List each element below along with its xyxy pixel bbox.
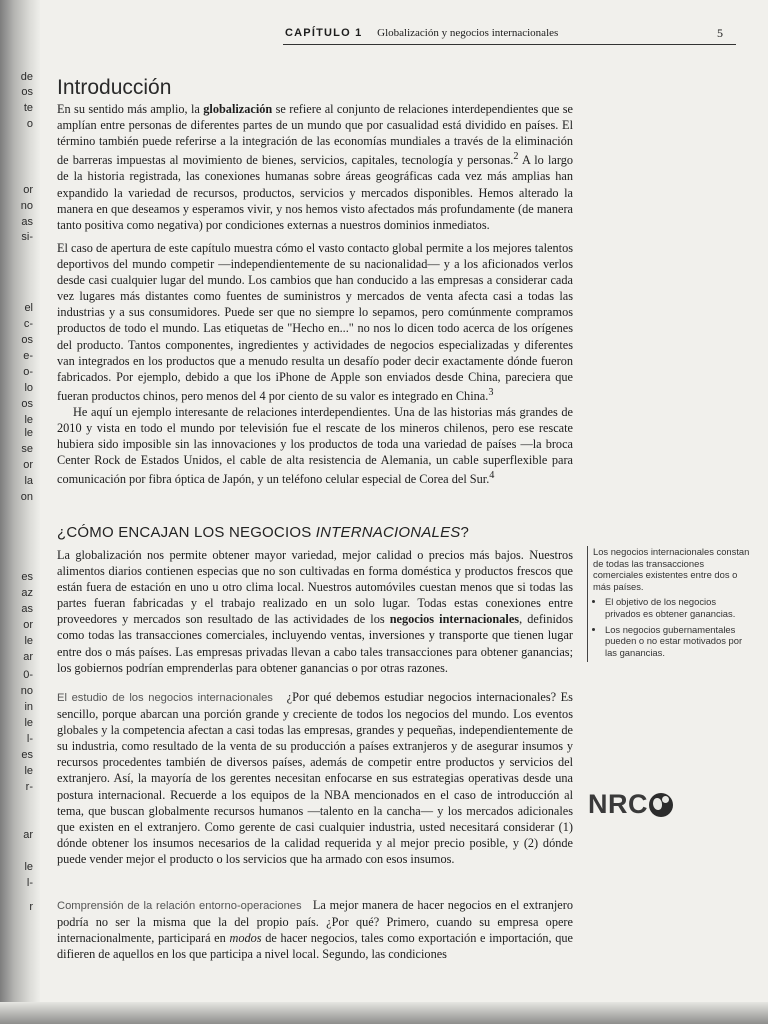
run-in-heading: Comprensión de la relación entorno-operaciones <box>57 900 302 912</box>
binding-fragment: le <box>24 861 33 873</box>
intro-paragraph-3 <box>57 404 573 488</box>
run-in-heading: El estudio de los negocios internacionales <box>57 692 273 704</box>
binding-fragment: la <box>24 475 33 487</box>
intro-body-continued <box>57 240 573 488</box>
binding-fragment: r <box>29 901 33 913</box>
binding-fragment: el <box>24 302 33 314</box>
term-negocios-internacionales: negocios internacionales <box>389 612 520 627</box>
text-run: , definidos como todas las transacciones comerciales, incluyendo ventas, inversiones y transporte que tienen lugar entre dos o más países. Las empresas privadas llevan a cabo tales transacciones para obtener ganancias; los gobiernos podrían emprenderlas para obtener ganancias o por otras razones. <box>57 612 573 675</box>
term-globalizacion: globalización <box>203 102 273 116</box>
binding-fragment: ar <box>23 651 33 663</box>
binding-fragment: 0- <box>23 669 33 681</box>
binding-fragment: no <box>20 685 33 697</box>
italic-term: modos <box>229 931 262 946</box>
intro-paragraph-2 <box>57 240 573 404</box>
binding-fragment: os <box>21 398 33 410</box>
binding-fragment: le <box>24 414 33 426</box>
binding-fragment: o- <box>23 366 33 378</box>
text-run: de hacer negocios, tales como exportación e importación, que difieren de aquellos en los que participa a nivel local. Segundo, las condiciones <box>57 931 574 962</box>
section-title-part: ¿CÓMO ENCAJAN LOS NEGOCIOS <box>57 524 316 541</box>
text-run: He aquí un ejemplo interesante de relaciones interdependientes. Una de las historias más grandes de 2010 y vista en todo el mundo por televisión fue el rescate de los mineros chilenos, pero ese rescate hubiera sido imposible sin las innovaciones y los productos de toda una variedad de países —la broca Center Rock de Estados Unidos, el cable de alta resistencia de Alemania, un cable superflexible para comunicación por fibra óptica de Japón, y un teléfono celular especial de Corea del Sur. <box>57 405 573 487</box>
page-bottom-shadow <box>0 1002 768 1024</box>
binding-fragment: r- <box>25 781 33 793</box>
margin-note-bullet: • El objetivo de los negocios privados es obtener ganancias. <box>605 596 753 619</box>
binding-fragment: l- <box>26 733 33 745</box>
intro-paragraph-1 <box>57 101 573 233</box>
section-title-italic: INTERNACIONALES <box>315 524 461 541</box>
binding-fragment: c- <box>23 318 33 330</box>
binding-fragment: se <box>21 443 33 455</box>
section-title-part: ? <box>460 524 470 541</box>
header-rule <box>283 44 736 45</box>
binding-fragment: ar <box>23 829 33 841</box>
chapter-label: CAPÍTULO 1 <box>285 27 363 39</box>
text-run: La globalización nos permite obtener mayor variedad, mejor calidad o precios más bajos. Nuestros alimentos diarios contienen especias que no son cultivadas en forma doméstica y productos frescos que están fuera de estación en uno u otro clima local. Nuestros automóviles cuestan menos que si todas las partes fueran fabricadas y el trabajo realizado en un solo lugar. Todas estas conexiones entre proveedores y mercados son resultado de las actividades de los <box>57 548 573 627</box>
binding-fragment: or <box>23 459 33 471</box>
binding-fragment: l- <box>26 877 33 889</box>
text-run: El caso de apertura de este capítulo muestra cómo el vasto contacto global permite a los mejores talentos deportivos del mundo competir —independientemente de su nacionalidad— y a los aficionados verlos desde casi cualquier lugar del mundo. Los cambios que han conducido a las empresas a considerar cada vez lugares más distantes como fuentes de suministros y mercados de venta afecta casi a todas las industrias y a sus consumidores. Puede ser que no siempre lo sepamos, pero comúnmente compramos productos de todo el mundo. Las etiquetas de "Hecho en..." no nos lo dicen todo acerca de los orígenes del producto. Tantos componentes, ingredientes y actividades de negocios especializadas y diferentes van integrados en los productos que a menudo resulta un desafío poder decir exactamente dónde fueron fabricados. Por ejemplo, debido a que los iPhone de Apple son enviados desde China, pareciera que fueran productos chinos, pero menos del 4 por ciento de su valor es integrado en China. <box>57 241 573 403</box>
binding-fragment: as <box>21 603 33 615</box>
binding-fragment: le <box>24 765 33 777</box>
binding-fragment: or <box>23 184 33 196</box>
section-paragraph-3 <box>57 897 573 962</box>
binding-fragment: az <box>21 587 33 599</box>
binding-fragment: es <box>21 749 33 761</box>
intro-heading: Introducción <box>57 76 172 99</box>
binding-fragment: es <box>21 571 33 583</box>
binding-fragment: le <box>24 427 33 439</box>
text-run: La mejor manera de hacer negocios en el extranjero podría no ser la misma que la del propio país. ¿Por qué? Primero, cuando su empresa opere internacionalmente, participará en <box>57 898 574 946</box>
text-run: ¿Por qué debemos estudiar negocios internacionales? Es sencillo, porque abarcan una porción grande y creciente de todos los negocios del mundo. Los eventos globales y la competencia afectan a casi todas las empresas, grandes y pequeñas, independientemente de su industria, como resultado de la venta de su producción a países extranjeros y de asegurar insumos y recursos procedentes también de diversos países, además de competir entre productos y servicios del extranjero. Así, la mayoría de los gerentes necesitan enfocarse en sus estrategias operativas desde una postura internacional. Recuerde a los equipos de la NBA mencionados en el caso de introducción al tema, que buscan globalmente recursos humanos —talento en la cancha— y los mercados adicionales que existen en el extranjero. Como gerente de casi cualquier industria, usted necesitará considerar (1) dónde obtener los insumos necesarios de la calidad requerida y al mejor precio posible, y (2) dónde puede vender mejor el producto o los servicios que ha armado con esos insumos. <box>57 690 573 866</box>
binding-fragment: on <box>20 491 33 503</box>
binding-fragment: os <box>21 86 33 98</box>
margin-note-bullet: • Los negocios gubernamentales pueden o no estar motivados por las ganancias. <box>605 624 753 659</box>
binding-fragment: lo <box>24 382 33 394</box>
binding-fragment: le <box>24 717 33 729</box>
binding-fragment: o <box>26 118 33 130</box>
footnote-ref: 2 <box>513 151 519 163</box>
text-run: A lo largo de la historia registrada, las conexiones humanas sobre áreas geográficas cada vez más amplias han expandido la variedad de recursos, productos, servicios y mercados disponibles. Hemos alterado la manera en que deseamos y esperamos vivir, y nos hemos visto afectados más profundamente (de manera tanto positiva como negativa) por condiciones externas a nuestros dominios inmediatos. <box>57 153 573 232</box>
text-run: se refiere al conjunto de relaciones interdependientes que se amplían entre personas de diferentes partes de un mundo que por casualidad está dividido en países. El término también puede referirse a la integración de las economías mundiales a través de la eliminación de barreras impuestas al movimiento de bienes, servicios, capitales, tecnología y personas. <box>57 102 573 168</box>
footnote-ref: 4 <box>489 470 495 482</box>
margin-note <box>587 546 753 662</box>
binding-fragment: no <box>20 200 33 212</box>
margin-note-text: Los negocios internacionales constan de todas las transacciones comerciales existentes entre dos o más países. <box>593 546 750 592</box>
binding-fragment: le <box>24 635 33 647</box>
nrc-logo <box>588 789 673 820</box>
binding-fragment: de <box>20 71 33 83</box>
binding-fragment: te <box>23 102 33 114</box>
binding-fragment: si- <box>21 231 33 243</box>
section-paragraph-1 <box>57 547 573 676</box>
chapter-title: Globalización y negocios internacionales <box>377 27 559 39</box>
page-number: 5 <box>717 26 723 40</box>
footnote-ref: 3 <box>488 386 494 398</box>
running-header <box>285 27 728 45</box>
binding-fragment: or <box>23 619 33 631</box>
binding-fragment: os <box>21 334 33 346</box>
text-run: En su sentido más amplio, la <box>57 102 204 116</box>
globe-icon <box>649 793 673 817</box>
section-paragraph-2 <box>57 689 573 867</box>
section-heading <box>57 524 469 541</box>
nrc-logo-text: NRC <box>588 789 648 819</box>
binding-fragment: as <box>21 216 33 228</box>
margin-note-list <box>593 596 753 658</box>
binding-fragment: e- <box>23 350 33 362</box>
intro-body <box>57 101 573 233</box>
binding-fragment: in <box>24 701 33 713</box>
